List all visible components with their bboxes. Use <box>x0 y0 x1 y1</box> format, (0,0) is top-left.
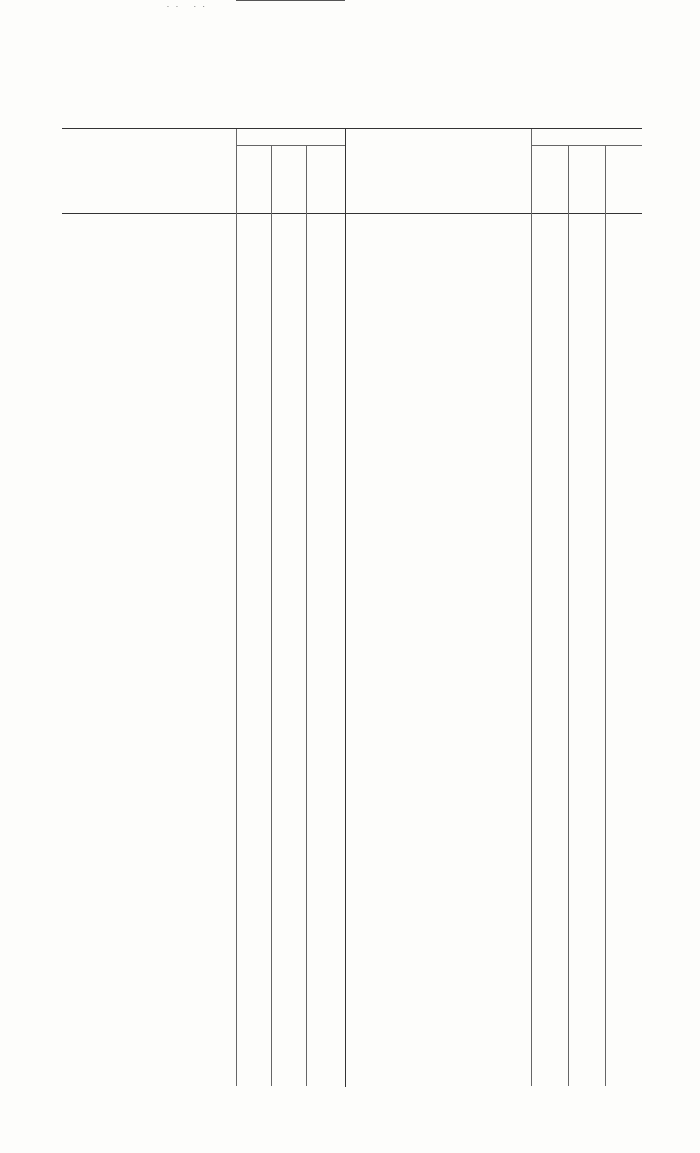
right-col-national-continuance <box>534 147 564 209</box>
totals-row <box>62 0 368 9</box>
left-col-rule-3 <box>306 145 307 1086</box>
right-col-state-purchase <box>568 147 598 209</box>
left-col-national-prohibition <box>305 147 335 209</box>
table-header-rule <box>62 213 642 214</box>
column-divider <box>345 129 346 1087</box>
left-col-rule-2 <box>271 145 272 1086</box>
right-col-rule-1 <box>531 129 532 1086</box>
right-col-national-prohibition <box>604 147 634 209</box>
left-votes-rule <box>236 145 345 146</box>
right-col-rule-3 <box>605 145 606 1086</box>
left-col-national-continuance <box>233 147 263 209</box>
left-col-state-purchase <box>269 147 299 209</box>
awarua-totals <box>62 0 368 9</box>
right-votes-rule <box>531 145 642 146</box>
right-col-rule-2 <box>568 145 569 1086</box>
totals-leader: .. .. <box>167 0 212 9</box>
left-col-rule-1 <box>236 129 237 1086</box>
table-top-rule <box>62 128 642 129</box>
totals-rule-bottom <box>236 0 345 1</box>
